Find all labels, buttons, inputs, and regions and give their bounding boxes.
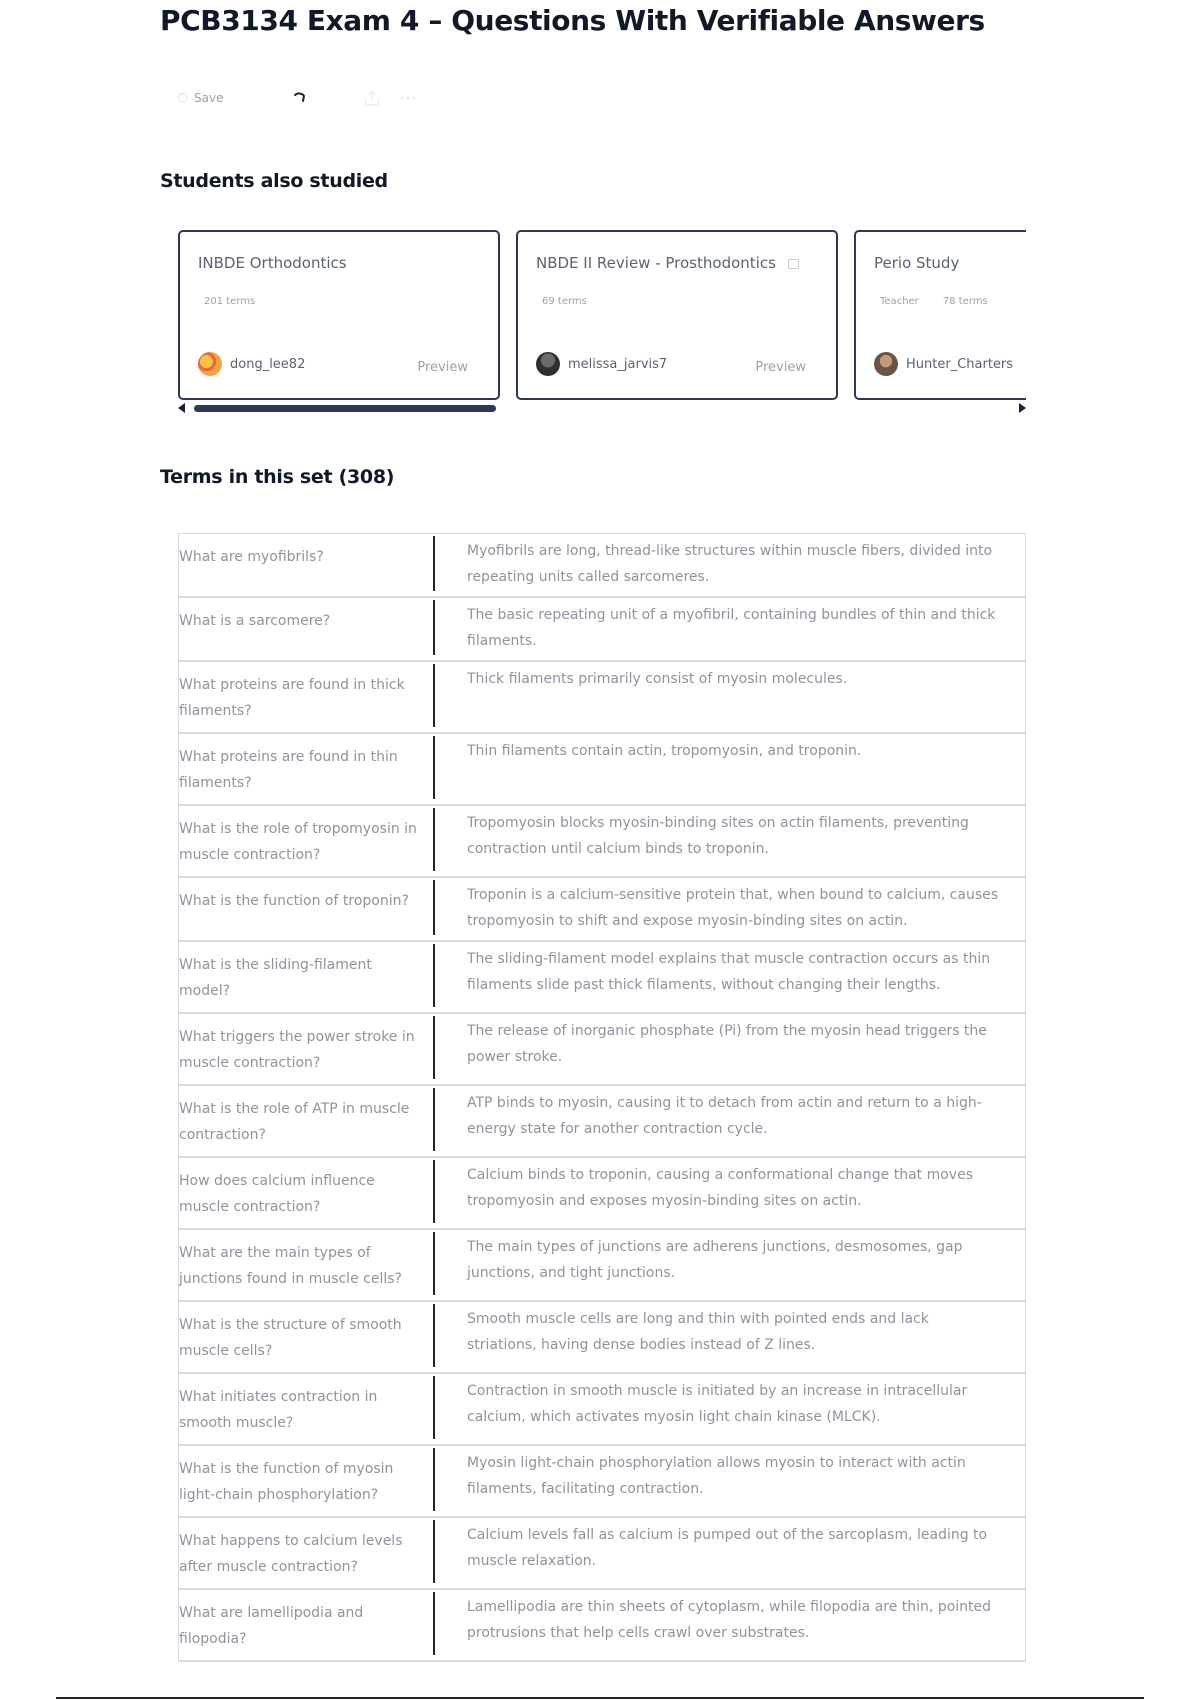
avatar [874, 352, 898, 376]
term-question: What is a sarcomere? [179, 598, 435, 660]
term-row [179, 662, 1025, 734]
term-answer: Lamellipodia are thin sheets of cytoplasm, while filopodia are thin, pointed protrusions that help cells crawl over substrates. [467, 1599, 992, 1641]
terms-list [178, 533, 1026, 1662]
card-badge-icon [788, 259, 799, 269]
term-answer: Calcium levels fall as calcium is pumped out of the sarcoplasm, leading to muscle relaxation. [467, 1527, 988, 1569]
term-answer: Thin filaments contain actin, tropomyosin, and troponin. [467, 743, 862, 759]
term-row [179, 1518, 1025, 1590]
related-sets-carousel [178, 230, 1026, 400]
card-username: Hunter_Charters [906, 356, 1014, 372]
card-meta [880, 296, 988, 307]
term-question: How does calcium influence muscle contraction? [179, 1158, 435, 1228]
term-row [179, 942, 1025, 1014]
term-question: What is the role of tropomyosin in muscle contraction? [179, 806, 435, 876]
card-username: melissa_jarvis7 [568, 356, 668, 372]
term-question: What is the structure of smooth muscle cells? [179, 1302, 435, 1372]
page-divider [56, 1697, 1144, 1699]
term-answer: Thick filaments primarily consist of myosin molecules. [467, 671, 848, 687]
card-title [536, 254, 799, 272]
term-answer: The main types of junctions are adherens junctions, desmosomes, gap junctions, and tight junctions. [467, 1239, 963, 1281]
term-answer: Myosin light-chain phosphorylation allows myosin to interact with actin filaments, facilitating contraction. [467, 1455, 966, 1497]
term-row [179, 1086, 1025, 1158]
term-row [179, 806, 1025, 878]
term-question: What is the function of myosin light-chain phosphorylation? [179, 1446, 435, 1516]
term-row [179, 1590, 1025, 1662]
card-author[interactable] [536, 352, 667, 376]
related-set-card[interactable] [854, 230, 1026, 400]
card-title: Perio Study [874, 254, 960, 272]
term-question: What is the sliding-filament model? [179, 942, 435, 1012]
term-answer: Tropomyosin blocks myosin-binding sites on actin filaments, preventing contraction until calcium binds to troponin. [467, 815, 969, 857]
term-answer: The basic repeating unit of a myofibril, containing bundles of thin and thick filaments. [467, 607, 996, 649]
term-answer: ATP binds to myosin, causing it to detach from actin and return to a high-energy state for another contraction cycle. [467, 1095, 982, 1137]
term-question: What are the main types of junctions found in muscle cells? [179, 1230, 435, 1300]
avatar [536, 352, 560, 376]
save-button[interactable] [178, 91, 248, 105]
card-term-count: 69 terms [542, 296, 587, 307]
card-term-count: 201 terms [204, 296, 256, 307]
term-row [179, 598, 1025, 662]
share-icon[interactable] [360, 86, 384, 110]
term-question: What triggers the power stroke in muscle contraction? [179, 1014, 435, 1084]
terms-heading: Terms in this set (308) [160, 466, 395, 488]
save-icon [178, 93, 188, 103]
card-username: dong_lee82 [230, 356, 306, 372]
term-question: What proteins are found in thin filaments? [179, 734, 435, 804]
more-icon[interactable] [396, 86, 420, 110]
card-title: INBDE Orthodontics [198, 254, 347, 272]
term-answer: Calcium binds to troponin, causing a conformational change that moves tropomyosin and exposes myosin-binding sites on actin. [467, 1167, 973, 1209]
related-set-card[interactable] [516, 230, 838, 400]
term-question: What initiates contraction in smooth muscle? [179, 1374, 435, 1444]
term-row [179, 1014, 1025, 1086]
refresh-icon[interactable] [288, 86, 312, 110]
set-toolbar [178, 84, 420, 112]
scroll-thumb[interactable] [194, 405, 496, 412]
preview-button[interactable]: Preview [755, 360, 806, 375]
term-answer: Troponin is a calcium-sensitive protein that, when bound to calcium, causes tropomyosin to shift and expose myosin-binding sites on actin. [467, 887, 999, 929]
card-author[interactable] [198, 352, 305, 376]
card-creator-role: Teacher [880, 296, 919, 307]
page-title: PCB3134 Exam 4 – Questions With Verifiable Answers [160, 4, 985, 37]
term-answer: Myofibrils are long, thread-like structures within muscle fibers, divided into repeating units called sarcomeres. [467, 543, 993, 585]
term-question: What happens to calcium levels after muscle contraction? [179, 1518, 435, 1588]
term-row [179, 1374, 1025, 1446]
term-answer: The sliding-filament model explains that muscle contraction occurs as thin filaments slide past thick filaments, without changing their lengths. [467, 951, 991, 993]
save-label: Save [194, 91, 224, 105]
term-row [179, 1302, 1025, 1374]
avatar [198, 352, 222, 376]
term-row [179, 1158, 1025, 1230]
term-question: What proteins are found in thick filaments? [179, 662, 435, 732]
related-set-card[interactable] [178, 230, 500, 400]
term-question: What is the role of ATP in muscle contraction? [179, 1086, 435, 1156]
students-also-studied-heading: Students also studied [160, 170, 388, 192]
card-term-count: 78 terms [942, 296, 988, 307]
term-row [179, 734, 1025, 806]
term-question: What are myofibrils? [179, 534, 435, 596]
preview-button[interactable]: Preview [417, 360, 468, 375]
term-row [179, 1230, 1025, 1302]
card-title-text: NBDE II Review - Prosthodontics [536, 254, 776, 272]
term-question: What are lamellipodia and filopodia? [179, 1590, 435, 1660]
card-author[interactable] [874, 352, 1013, 376]
term-row [179, 1446, 1025, 1518]
term-question: What is the function of troponin? [179, 878, 435, 940]
card-meta [204, 296, 255, 307]
carousel-scrollbar[interactable] [178, 402, 1026, 414]
term-answer: The release of inorganic phosphate (Pi) from the myosin head triggers the power stroke. [467, 1023, 987, 1065]
term-answer: Contraction in smooth muscle is initiated by an increase in intracellular calcium, which activates myosin light chain kinase (MLCK). [467, 1383, 968, 1425]
scroll-left-icon[interactable] [178, 403, 185, 413]
term-row [179, 534, 1025, 598]
term-row [179, 878, 1025, 942]
scroll-right-icon[interactable] [1019, 403, 1026, 413]
card-meta [542, 296, 587, 307]
term-answer: Smooth muscle cells are long and thin with pointed ends and lack striations, having dense bodies instead of Z lines. [467, 1311, 929, 1353]
